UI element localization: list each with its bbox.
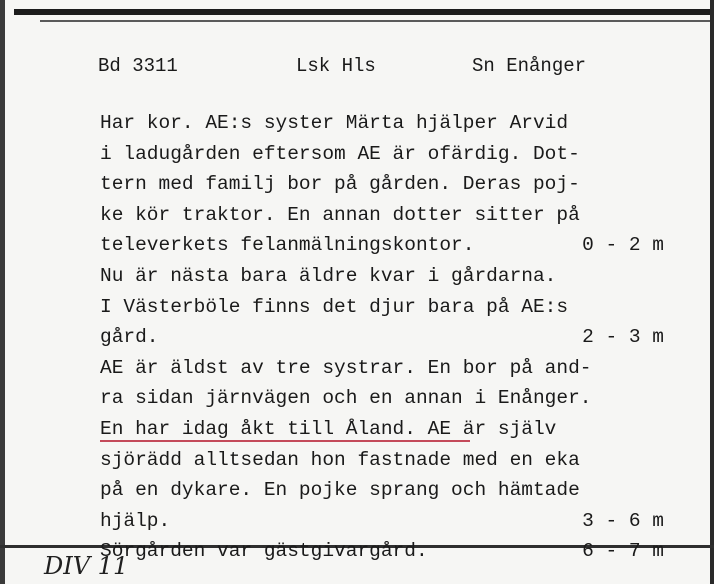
text-line: I Västerböle finns det djur bara på AE:s	[100, 295, 569, 318]
card-top-border	[14, 9, 714, 15]
reference-number: Bd 3311	[98, 55, 178, 77]
card-header	[98, 55, 678, 85]
text-line: på en dykare. En pojke sprang och hämtade	[100, 479, 580, 502]
red-underline	[100, 440, 470, 442]
text-line: Har kor. AE:s syster Märta hjälper Arvid	[100, 112, 569, 134]
depth-range: 3 - 6 m	[582, 509, 664, 532]
handwritten-signature: DIV 11	[44, 552, 129, 580]
text-line: ke kör traktor. En annan dotter sitter på	[100, 203, 580, 226]
text-line-underlined: En har idag åkt till Åland. AE är själv	[100, 417, 557, 440]
card-left-edge	[0, 0, 5, 584]
parish-label: Sn Enånger	[472, 55, 587, 77]
text-line: Nu är nästa bara äldre kvar i gårdarna.	[100, 264, 557, 287]
depth-range: 0 - 2 m	[582, 234, 664, 257]
text-line: televerkets felanmälningskontor. 0 - 2 m	[100, 230, 690, 261]
area-label: Lsk Hls	[296, 55, 376, 77]
depth-range: 2 - 3 m	[582, 326, 664, 349]
depth-range: 6 - 7 m	[582, 540, 664, 563]
text-line: tern med familj bor på gården. Deras poj-	[100, 173, 580, 196]
text-line: Sörgården var gästgivargård. 6 - 7 m	[100, 536, 690, 567]
text-line: hjälp. 3 - 6 m	[100, 506, 690, 537]
text-line: i ladugården eftersom AE är ofärdig. Dot-	[100, 142, 580, 165]
card-right-edge	[710, 0, 714, 584]
text-line: AE är äldst av tre systrar. En bor på and-	[100, 356, 592, 379]
text-line: gård. 2 - 3 m	[100, 322, 690, 353]
text-line: sjörädd alltsedan hon fastnade med en eka	[100, 448, 580, 471]
card-body	[100, 108, 690, 567]
text-line: ra sidan järnvägen och en annan i Enånger.	[100, 387, 592, 410]
card-top-rule	[40, 20, 714, 22]
